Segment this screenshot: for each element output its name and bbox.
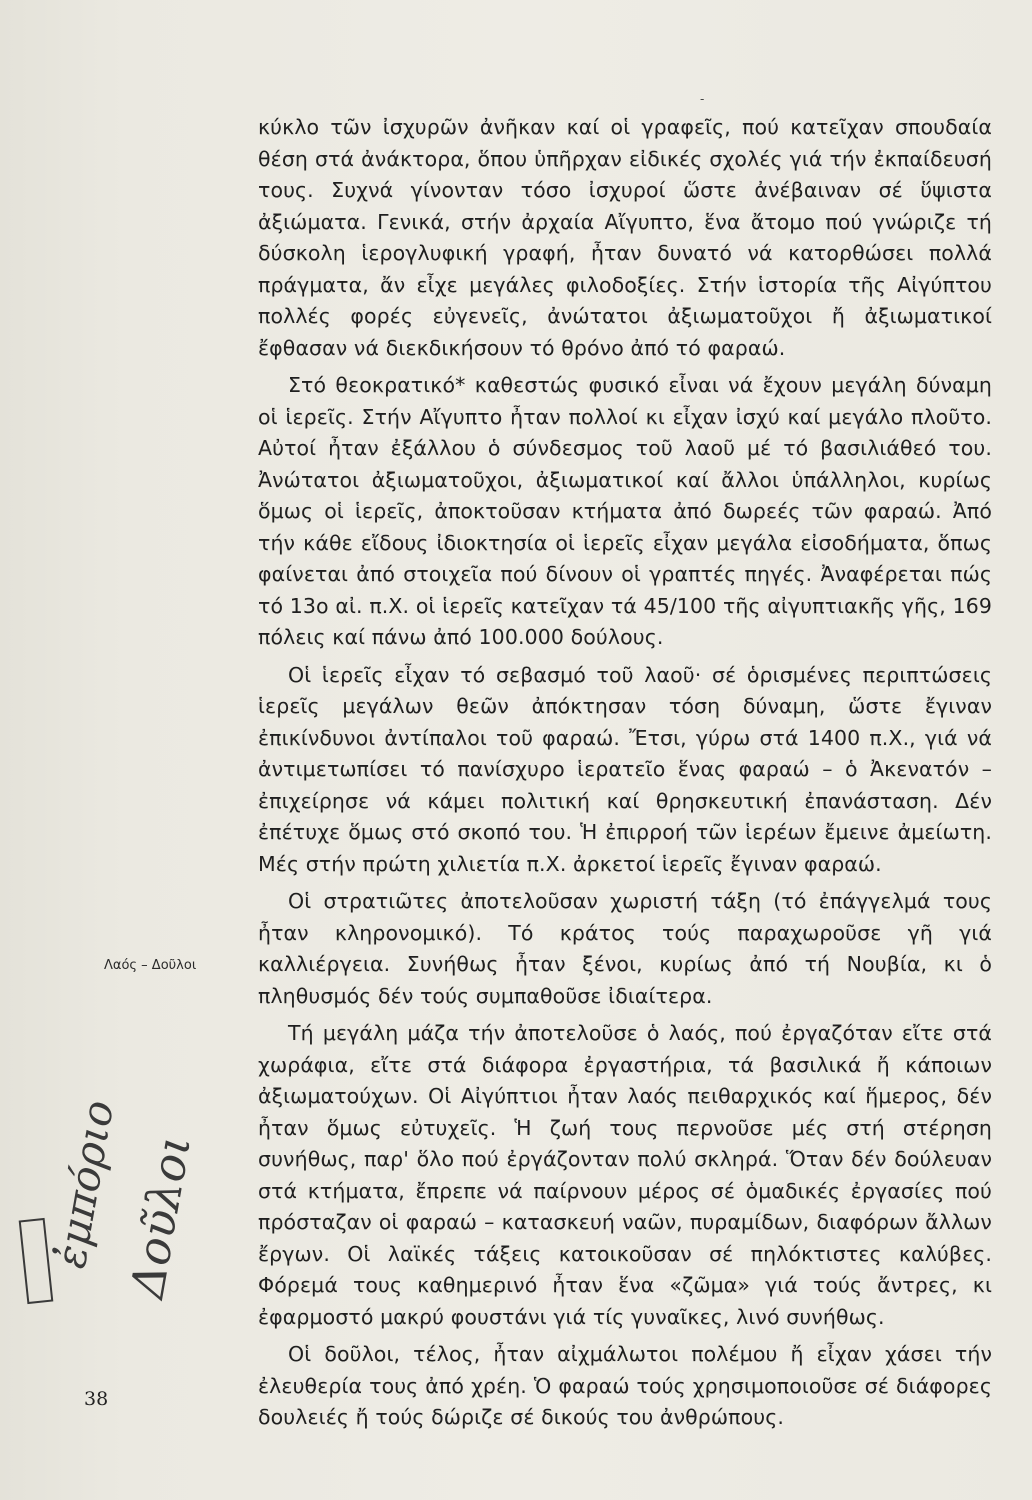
- paragraph-5: Τή μεγάλη μάζα τήν ἀποτελοῦσε ὁ λαός, πού ἐργαζόταν εἴτε στά χωράφια, εἴτε στά διάφορα ἐργαστήρια, τά βασιλικά ἤ κάποιων ἀξιωματούχων. Οἱ Αἰγύπτιοι ἦταν λαός πειθαρχικός καί ἥμερος, δέν ἦταν ὅμως εὐτυχεῖς. Ἡ ζωή τους περνοῦσε μές στή στέρηση συνήθως, παρ' ὅλο πού ἐργάζονταν πολύ σκληρά. Ὅταν δέν δούλευαν στά κτήματα, ἔπρεπε νά παίρνουν μέρος σέ ὁμαδικές ἐργασίες πού πρόσταζαν οἱ φαραώ – κατασκευή ναῶν, πυραμίδων, διαφόρων ἄλλων ἔργων. Οἱ λαϊκές τάξεις κατοικοῦσαν σέ πηλόκτιστες καλύβες. Φόρεμά τους καθημερινό ἦταν ἕνα «ζῶμα» γιά τούς ἄντρες, κι ἐφαρμοστό μακρύ φουστάνι γιά τίς γυναῖκες, λινό συνήθως.: [258, 1021, 992, 1329]
- paragraph-4: Οἱ στρατιῶτες ἀποτελοῦσαν χωριστή τάξη (τό ἐπάγγελμά τους ἦταν κληρονομικό). Τό κράτος τούς παραχωροῦσε γῆ γιά καλλιέργεια. Συνήθως ἦταν ξένοι, κυρίως ἀπό τή Νουβία, κι ὁ πληθυσμός δέν τούς συμπαθοῦσε ἰδιαίτερα.: [258, 889, 992, 1008]
- top-mark: -: [700, 92, 705, 106]
- paragraph-3: Οἱ ἱερεῖς εἶχαν τό σεβασμό τοῦ λαοῦ· σέ ὁρισμένες περιπτώσεις ἱερεῖς μεγάλων θεῶν ἀπόκτησαν τόση δύναμη, ὥστε ἔγιναν ἐπικίνδυνοι ἀντίπαλοι τοῦ φαραώ. Ἔτσι, γύρω στά 1400 π.Χ., γιά νά ἀντιμετωπίσει τό πανίσχυρο ἱερατεῖο ἕνας φαραώ – ὁ Ἀκενατόν – ἐπιχείρησε νά κάμει πολιτική καί θρησκευτική ἐπανάσταση. Δέν ἐπέτυχε ὅμως στό σκοπό του. Ἡ ἐπιρροή τῶν ἱερέων ἔμεινε ἀμείωτη. Μές στήν πρώτη χιλιετία π.Χ. ἀρκετοί ἱερεῖς ἔγιναν φαραώ.: [258, 662, 992, 876]
- paragraph-1: κύκλο τῶν ἰσχυρῶν ἀνῆκαν καί οἱ γραφεῖς, πού κατεῖχαν σπουδαία θέση στά ἀνάκτορα, ὅπου ὑπῆρχαν εἰδικές σχολές γιά τήν ἐκπαίδευσή τους. Συχνά γίνονταν τόσο ἰσχυροί ὥστε ἀνέβαιναν σέ ὕψιστα ἀξιώματα. Γενικά, στήν ἀρχαία Αἴγυπτο, ἕνα ἄτομο πού γνώριζε τή δύσκολη ἱερογλυφική γραφή, ἦταν δυνατό νά κατορθώσει πολλά πράγματα, ἄν εἶχε μεγάλες φιλοδοξίες. Στήν ἱστορία τῆς Αἰγύπτου πολλές φορές εὐγενεῖς, ἀνώτατοι ἀξιωματοῦχοι ἤ ἀξιωματικοί ἔφθασαν νά διεκδικήσουν τό θρόνο ἀπό τό φαραώ.: [258, 115, 992, 360]
- paragraph-6: Οἱ δοῦλοι, τέλος, ἦταν αἰχμάλωτοι πολέμου ἤ εἶχαν χάσει τήν ἐλευθερία τους ἀπό χρέη. Ὁ φαραώ τούς χρησιμοποιοῦσε σέ διάφορες δουλειές ἤ τούς δώριζε σέ δικούς του ἀνθρώπους.: [258, 1342, 992, 1429]
- handwriting-line1: ἐμπόριο: [45, 1096, 124, 1272]
- main-text-column: [258, 112, 992, 1434]
- paragraph-2: Στό θεοκρατικό* καθεστώς φυσικό εἶναι νά ἔχουν μεγάλη δύναμη οἱ ἱερεῖς. Στήν Αἴγυπτο ἦταν πολλοί κι εἶχαν ἰσχύ καί μεγάλο πλοῦτο. Αὐτοί ἦταν ἐξάλλου ὁ σύνδεσμος τοῦ λαοῦ μέ τό βασιλιάθεό του. Ἀνώτατοι ἀξιωματοῦχοι, ἀξιωματικοί καί ἄλλοι ὑπάλληλοι, κυρίως ὅμως οἱ ἱερεῖς, ἀποκτοῦσαν κτήματα ἀπό δωρεές τῶν φαραώ. Ἀπό τήν κάθε εἴδους ἰδιοκτησία οἱ ἱερεῖς εἶχαν μεγάλα εἰσοδήματα, ὅπως φαίνεται ἀπό στοιχεῖα πού δίνουν οἱ γραπτές πηγές. Ἀναφέρεται πώς τό 13ο αἰ. π.Χ. οἱ ἱερεῖς κατεῖχαν τά 45/100 τῆς αἰγυπτιακῆς γῆς, 169 πόλεις καί πάνω ἀπό 100.000 δούλους.: [258, 373, 992, 649]
- page-number: 38: [84, 1388, 109, 1410]
- margin-note: Λαός – Δοῦλοι: [104, 958, 197, 973]
- handwriting-line2: Δοῦλοι: [119, 1131, 202, 1302]
- handwritten-annotation: [12, 950, 202, 1370]
